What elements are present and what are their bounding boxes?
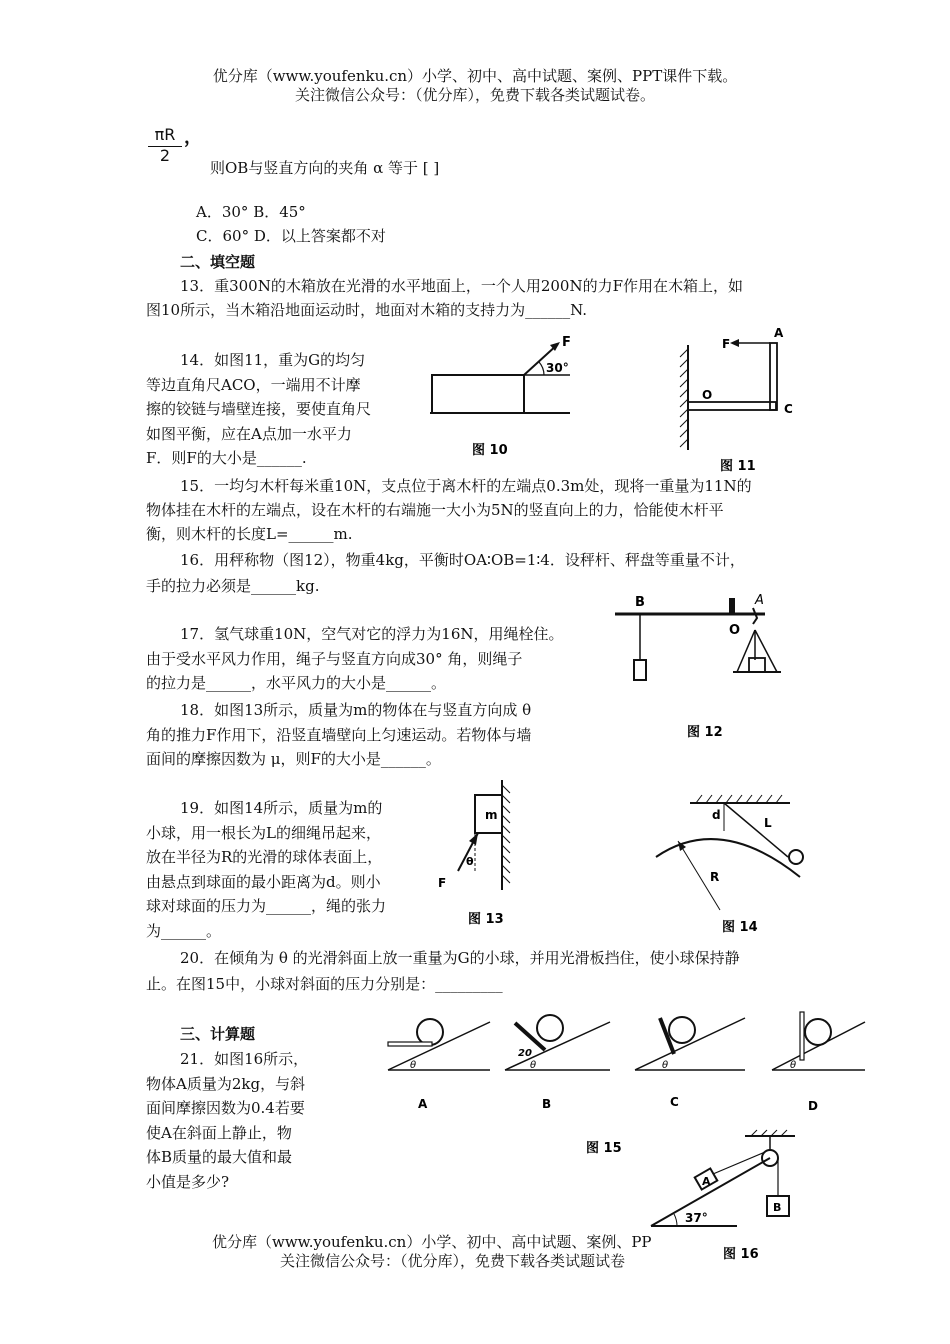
q18-line-2: 角的推力F作用下，沿竖直墙壁向上匀速运动。若物体与墙 xyxy=(146,725,532,744)
fig15-label-d: D xyxy=(808,1099,818,1113)
fig13-mass-label: m xyxy=(485,808,498,822)
q16-line-2: 手的拉力必须是______kg. xyxy=(146,577,320,595)
q19-line-1: 19．如图14所示，质量为m的 xyxy=(180,799,383,817)
fig12-point-o: O xyxy=(729,623,741,638)
q17-line-3: 的拉力是______，水平风力的大小是______。 xyxy=(146,674,447,692)
fig12-point-b: B xyxy=(635,595,645,610)
fig15-panel-d xyxy=(772,1012,865,1113)
header-line-2: 关注微信公众号：（优分库），免费下载各类试题试卷。 xyxy=(294,86,655,104)
q19-line-5: 球对球面的压力为______，绳的张力 xyxy=(146,897,387,915)
q20-line-1: 20．在倾角为 θ 的光滑斜面上放一重量为G的小球，并用光滑板挡住，使小球保持静 xyxy=(180,949,740,967)
q21-line-5: 体B质量的最大值和最 xyxy=(146,1148,293,1166)
figure-12 xyxy=(605,590,805,745)
header-line-1: 优分库（www.youfenku.cn）小学、初中、高中试题、案例、PPT课件下载。 xyxy=(212,67,738,85)
q14-line-5: F．则F的大小是______. xyxy=(146,449,307,467)
q19-line-6: 为______。 xyxy=(146,921,222,940)
fig14-l-label: L xyxy=(764,816,772,830)
fig12-point-a: A xyxy=(755,593,764,608)
q18-block xyxy=(146,698,531,772)
fig15-panel-a xyxy=(388,1019,490,1111)
footer-line-1: 优分库（www.youfenku.cn）小学、初中、高中试题、案例、PP xyxy=(212,1233,652,1251)
fig15-angle-d: θ xyxy=(790,1060,797,1071)
fraction xyxy=(146,126,184,165)
fig14-r-label: R xyxy=(710,870,720,884)
q15-line-3: 衡，则木杆的长度L=______m. xyxy=(146,525,353,543)
fig15-angle-b2: θ xyxy=(530,1060,537,1071)
q14-block xyxy=(146,348,416,471)
q15-line-1: 15．一均匀木杆每米重10N，支点位于离木杆的左端点0.3m处，现将一重量为11N的 xyxy=(180,477,752,495)
q19-line-3: 放在半径为R的光滑的球体表面上， xyxy=(146,848,383,866)
section-calc-title: 三、计算题 xyxy=(180,1025,256,1043)
fraction-comma: ， xyxy=(184,127,202,148)
fig14-d-label: d xyxy=(712,808,721,822)
fig15-angle-a: θ xyxy=(410,1060,417,1071)
q14-line-3: 擦的铰链与墙壁连接，要使直角尺 xyxy=(146,400,372,418)
q12-options-ab: A．30° B．45° xyxy=(196,203,306,221)
q18-line-3: 面间的摩擦因数为 μ，则F的大小是______。 xyxy=(146,750,441,768)
q16-line-1: 16．用秤称物（图12），物重4kg，平衡时OA∶OB=1∶4．设秤杆、秤盘等重量不计， xyxy=(180,551,745,569)
q20-line-2: 止。在图15中，小球对斜面的压力分别是：_________ xyxy=(146,975,503,993)
q13-line-2: 图10所示，当木箱沿地面运动时，地面对木箱的支持力为______N. xyxy=(146,301,588,319)
fig11-point-c: C xyxy=(784,402,793,416)
q13-line-1: 13．重300N的木箱放在光滑的水平地面上，一个人用200N的力F作用在木箱上，如 xyxy=(180,277,744,295)
fig15-angle-b: 20 xyxy=(518,1048,532,1059)
q21-line-3: 面间摩擦因数为0.4若要 xyxy=(146,1099,305,1117)
figure-16 xyxy=(645,1128,805,1268)
fig12-caption: 图 12 xyxy=(687,725,723,740)
fig13-caption: 图 13 xyxy=(468,912,504,927)
q18-line-1: 18．如图13所示，质量为m的物体在与竖直方向成 θ xyxy=(180,701,532,719)
q19-block xyxy=(146,796,386,943)
q21-line-2: 物体A质量为2kg，与斜 xyxy=(146,1074,306,1093)
fig11-point-o: O xyxy=(702,388,713,402)
fig10-angle-label: 30° xyxy=(546,361,569,375)
q12-options-cd: C．60° D．以上答案都不对 xyxy=(196,227,386,245)
figure-10 xyxy=(420,330,580,460)
fig16-block-b: B xyxy=(773,1201,782,1214)
figure-11 xyxy=(670,325,810,475)
fig16-block-a: A xyxy=(702,1175,711,1188)
fig15-panel-b xyxy=(505,1015,610,1111)
q21-line-4: 使A在斜面上静止，物 xyxy=(146,1123,292,1142)
q17-line-1: 17．氢气球重10N，空气对它的浮力为16N，用绳栓住。 xyxy=(180,625,564,643)
section-fill-in-title: 二、填空题 xyxy=(180,253,256,271)
q14-line-1: 14．如图11，重为G的均匀 xyxy=(180,351,366,369)
q14-line-4: 如图平衡，应在A点加一水平力 xyxy=(146,424,352,443)
q14-line-2: 等边直角尺ACO，一端用不计摩 xyxy=(146,375,361,394)
fig10-caption: 图 10 xyxy=(472,443,508,458)
fig16-caption: 图 16 xyxy=(723,1247,759,1262)
fig14-caption: 图 14 xyxy=(722,920,758,935)
fig11-caption: 图 11 xyxy=(720,459,756,474)
q17-line-2: 由于受水平风力作用，绳子与竖直方向成30° 角，则绳子 xyxy=(146,649,523,668)
fig13-angle-label: θ xyxy=(466,855,474,868)
q21-line-6: 小值是多少? xyxy=(146,1172,230,1191)
q19-line-4: 由悬点到球面的最小距离为d。则小 xyxy=(146,872,381,891)
fig15-label-b: B xyxy=(542,1097,552,1111)
q21-line-1: 21．如图16所示， xyxy=(180,1050,309,1068)
fraction-numerator: πR xyxy=(154,125,176,144)
fig15-caption: 图 15 xyxy=(586,1141,622,1156)
fig11-force-label: F xyxy=(722,337,731,351)
q15-line-2: 物体挂在木杆的左端点，设在木杆的右端施一大小为5N的竖直向上的力，恰能使木杆平 xyxy=(146,501,724,519)
footer-line-2: 关注微信公众号：（优分库），免费下载各类试题试卷 xyxy=(280,1252,626,1270)
fig15-panel-c xyxy=(635,1017,745,1109)
q19-line-2: 小球，用一根长为L的细绳吊起来， xyxy=(146,823,381,842)
fig16-angle: 37° xyxy=(685,1211,708,1225)
q21-block xyxy=(146,1047,346,1194)
q17-block xyxy=(146,622,564,696)
figure-14 xyxy=(650,785,820,940)
fig15-angle-c: θ xyxy=(662,1060,669,1071)
fraction-denominator: 2 xyxy=(159,146,171,165)
fig15-label-a: A xyxy=(418,1097,428,1111)
fig11-point-a: A xyxy=(774,326,784,340)
fig10-force-label: F xyxy=(562,335,571,350)
fig15-label-c: C xyxy=(670,1095,679,1109)
q12-text: 则OB与竖直方向的夹角 α 等于 [ ] xyxy=(210,159,440,177)
figure-13 xyxy=(430,775,530,935)
fig13-force-label: F xyxy=(438,876,447,890)
